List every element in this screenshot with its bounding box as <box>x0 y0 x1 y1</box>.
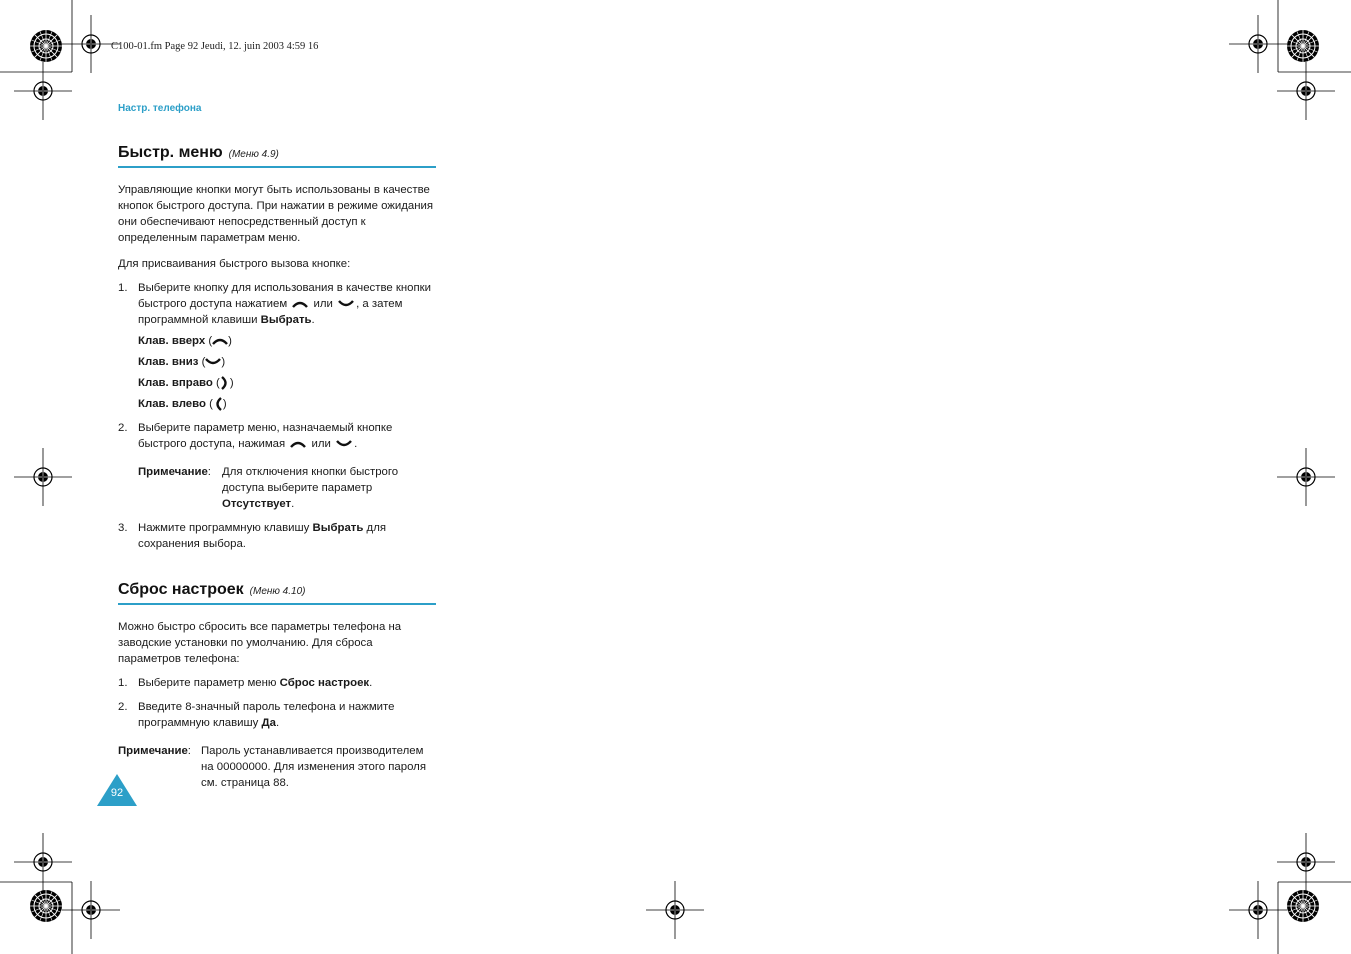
paren-close: ) <box>222 398 227 410</box>
step-text: Выберите кнопку для использования в качестве кнопки быстрого доступа нажатием <box>138 282 432 310</box>
step-number: 1. <box>118 677 128 689</box>
menu-number: (Меню 4.10) <box>249 586 306 597</box>
page-number: 92 <box>110 787 124 799</box>
paren-open: ( <box>209 398 213 410</box>
step-number: 2. <box>118 422 128 434</box>
note-quick-menu <box>118 464 438 512</box>
right-key-icon <box>221 376 229 390</box>
key-up-line <box>118 333 438 349</box>
running-head: Настр. телефона <box>118 103 202 114</box>
step-end: . <box>275 717 280 729</box>
step-2 <box>118 699 438 731</box>
key-label: Клав. вниз <box>138 356 199 368</box>
step-number: 2. <box>118 701 128 713</box>
section-heading-quick-menu <box>118 144 436 168</box>
note-colon: : <box>207 466 211 478</box>
section-title: Быстр. меню <box>118 144 223 161</box>
paren-open: ( <box>216 377 220 389</box>
section-quick-menu-body <box>118 182 438 552</box>
up-key-icon <box>292 300 308 308</box>
key-left-line <box>118 396 438 412</box>
menu-number: (Меню 4.9) <box>228 149 279 160</box>
step-text: Нажмите программную клавишу <box>138 522 310 534</box>
softkey-select: Выбрать <box>312 522 364 534</box>
down-key-icon <box>336 440 352 448</box>
step-end: . <box>369 677 373 689</box>
section-heading-reset-settings <box>118 581 436 605</box>
key-label: Клав. вверх <box>138 335 206 347</box>
section-title: Сброс настроек <box>118 581 244 598</box>
step-or: или <box>311 438 331 450</box>
softkey-select: Выбрать <box>260 314 312 326</box>
note-reset-settings <box>118 743 438 791</box>
intro-paragraph: Можно быстро сбросить все параметры телефона на заводские установки по умолчанию. Для сброса параметров телефона: <box>118 621 402 665</box>
step-text: Выберите параметр меню <box>138 677 277 689</box>
paren-close: ) <box>229 377 234 389</box>
note-colon: : <box>187 745 191 757</box>
section-reset-settings-body <box>118 619 438 791</box>
down-key-icon <box>338 300 354 308</box>
up-key-icon <box>212 337 228 345</box>
step-end: . <box>354 438 358 450</box>
note-text: Для отключения кнопки быстрого доступа выберите параметр <box>222 466 399 494</box>
key-label: Клав. вправо <box>138 377 213 389</box>
step-text: Введите 8-значный пароль телефона и нажмите программную клавишу <box>138 701 395 729</box>
paren-close: ) <box>221 356 226 368</box>
key-down-line <box>118 354 438 370</box>
softkey-yes: Да <box>261 717 276 729</box>
file-info-line: C100-01.fm Page 92 Jeudi, 12. juin 2003 4:59 16 <box>111 41 319 52</box>
step-end: . <box>311 314 315 326</box>
step-1 <box>118 675 438 691</box>
menu-option: Сброс настроек <box>279 677 370 689</box>
step-or: или <box>313 298 333 310</box>
note-label <box>138 464 211 480</box>
up-key-icon <box>290 440 306 448</box>
paren-close: ) <box>228 335 232 347</box>
note-label <box>118 743 191 759</box>
note-bold: Отсутствует <box>222 498 292 510</box>
left-key-icon <box>214 397 222 411</box>
step-1 <box>118 280 438 328</box>
lead-paragraph: Для присваивания быстрого вызова кнопке: <box>118 258 351 270</box>
note-label-text: Примечание <box>138 466 208 478</box>
step-number: 1. <box>118 282 128 294</box>
note-label-text: Примечание <box>118 745 188 757</box>
intro-paragraph: Управляющие кнопки могут быть использованы в качестве кнопок быстрого доступа. При нажатии в режиме ожидания они обеспечивают непосредственный доступ к определенным параметрам меню. <box>118 184 434 244</box>
note-end: . <box>291 498 295 510</box>
step-2 <box>118 420 438 452</box>
paren-open: ( <box>201 356 206 368</box>
down-key-icon <box>205 358 221 366</box>
key-label: Клав. влево <box>138 398 206 410</box>
step-text-b: , а затем программной клавиши <box>138 298 403 326</box>
step-number: 3. <box>118 522 128 534</box>
step-3 <box>118 520 438 552</box>
step-text: Выберите параметр меню, назначаемый кнопке быстрого доступа, нажимая <box>138 422 393 450</box>
paren-open: ( <box>208 335 213 347</box>
key-right-line <box>118 375 438 391</box>
step-text-b: для сохранения выбора. <box>138 522 387 550</box>
note-text: Пароль устанавливается производителем на 00000000. Для изменения этого пароля см. страница 88. <box>201 745 426 789</box>
